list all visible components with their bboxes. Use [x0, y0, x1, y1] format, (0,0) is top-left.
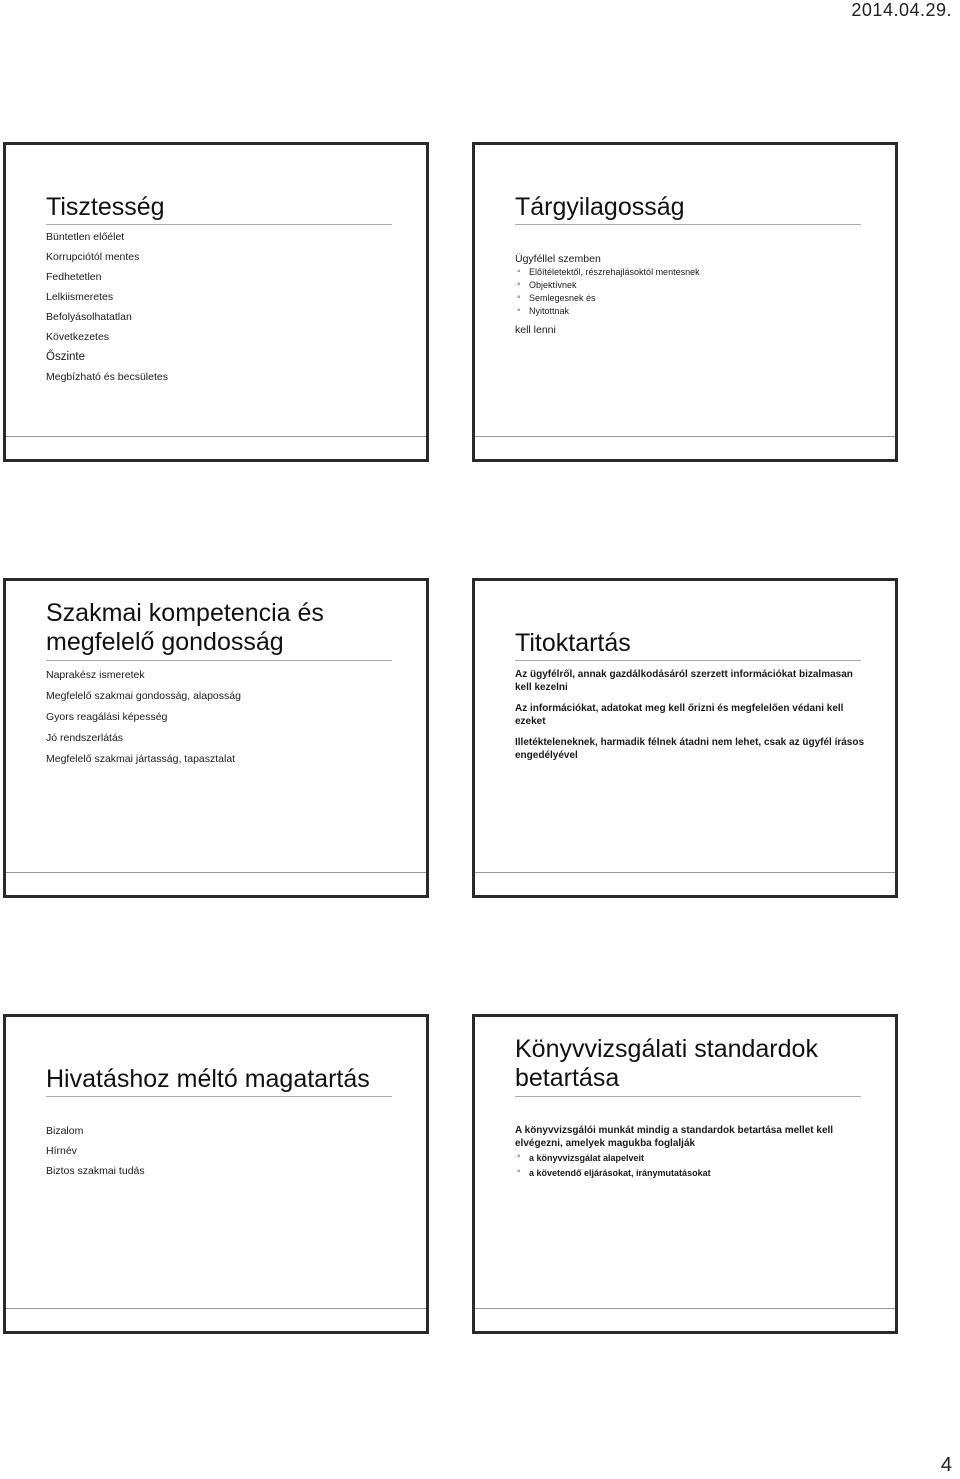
- sub-list-item: ◦ a követendő eljárásokat, iránymutatásokat: [515, 1167, 865, 1180]
- list-item: Illetékteleneknek, harmadik félnek átadni nem lehet, csak az ügyfél írásos engedélyével: [515, 737, 865, 761]
- bullet-list: [46, 669, 396, 765]
- title-divider: [515, 660, 861, 661]
- sub-list-item: ◦ Nyitottnak: [515, 306, 865, 316]
- bullet-list: [515, 1125, 865, 1179]
- bullet-list: [515, 253, 865, 336]
- sub-list-item: ◦ Előítéletektől, részrehajlásoktól mentesnek: [515, 267, 865, 277]
- slide-title-line: Könyvvizsgálati standardok: [515, 1035, 818, 1063]
- slide-title: [515, 1035, 861, 1093]
- list-item: Gyors reagálási képesség: [46, 711, 168, 723]
- list-item: A könyvvizsgálói munkát mindig a standardok betartása mellet kell elvégezni, amelyek magukba foglalják: [515, 1125, 834, 1149]
- bullet-list: [46, 1125, 396, 1177]
- list-item: kell lenni: [515, 324, 556, 336]
- page-number: 4: [940, 1454, 952, 1476]
- title-divider: [46, 224, 392, 225]
- slide-targyilagossag: [472, 142, 898, 462]
- slide-title: Tárgyilagosság: [515, 193, 685, 221]
- slide-title-line: Szakmai kompetencia és: [46, 599, 324, 627]
- list-item: Az információkat, adatokat meg kell őrizni és megfelelően védani kell ezeket: [515, 703, 844, 727]
- title-divider: [46, 1096, 392, 1097]
- bullet-list: [46, 231, 396, 383]
- list-item: Lelkiismeretes: [46, 291, 114, 303]
- sub-list-item: ◦ a könyvvizsgálat alapelveit: [515, 1152, 865, 1165]
- list-item: Ügyféllel szemben: [515, 253, 601, 265]
- title-divider: [46, 660, 392, 661]
- slide-titoktartas: [472, 578, 898, 898]
- slide-konyvvizsgalati-standardok: [472, 1014, 898, 1334]
- list-item: Megfelelő szakmai jártasság, tapasztalat: [46, 753, 236, 765]
- bullet-list: [515, 669, 865, 762]
- list-item: Befolyásolhatatlan: [46, 311, 132, 323]
- slide-title: [46, 599, 392, 657]
- list-item: Jó rendszerlátás: [46, 732, 124, 744]
- list-item: Az ügyfélről, annak gazdálkodásáról szerzett információkat bizalmasan kell kezelni: [515, 669, 853, 693]
- slide-szakmai-kompetencia: [3, 578, 429, 898]
- list-item: Fedhetetlen: [46, 271, 102, 283]
- list-item: Korrupciótól mentes: [46, 251, 140, 263]
- list-item: Őszinte: [46, 351, 85, 363]
- print-date: 2014.04.29.: [851, 0, 952, 20]
- list-item: Büntetlen előélet: [46, 231, 125, 243]
- list-item: Naprakész ismeretek: [46, 669, 145, 681]
- list-item: Következetes: [46, 331, 110, 343]
- sub-list-item: ◦ Semlegesnek és: [515, 293, 865, 303]
- sub-list-item: ◦ Objektívnek: [515, 280, 865, 290]
- slide-title-line: betartása: [515, 1064, 620, 1092]
- list-item: Megfelelő szakmai gondosság, alaposság: [46, 690, 241, 702]
- slide-title: Titoktartás: [515, 629, 631, 657]
- list-item: Megbízható és becsületes: [46, 371, 168, 383]
- list-item: Bizalom: [46, 1125, 84, 1137]
- title-divider: [515, 224, 861, 225]
- slide-tisztesseg: [3, 142, 429, 462]
- list-item: Hírnév: [46, 1145, 77, 1157]
- title-divider: [515, 1096, 861, 1097]
- slide-title: Tisztesség: [46, 193, 165, 221]
- slide-title-line: megfelelő gondosság: [46, 628, 284, 656]
- slide-title: Hivatáshoz méltó magatartás: [46, 1065, 370, 1093]
- slide-hivatashoz-melto: [3, 1014, 429, 1334]
- list-item: Biztos szakmai tudás: [46, 1165, 145, 1177]
